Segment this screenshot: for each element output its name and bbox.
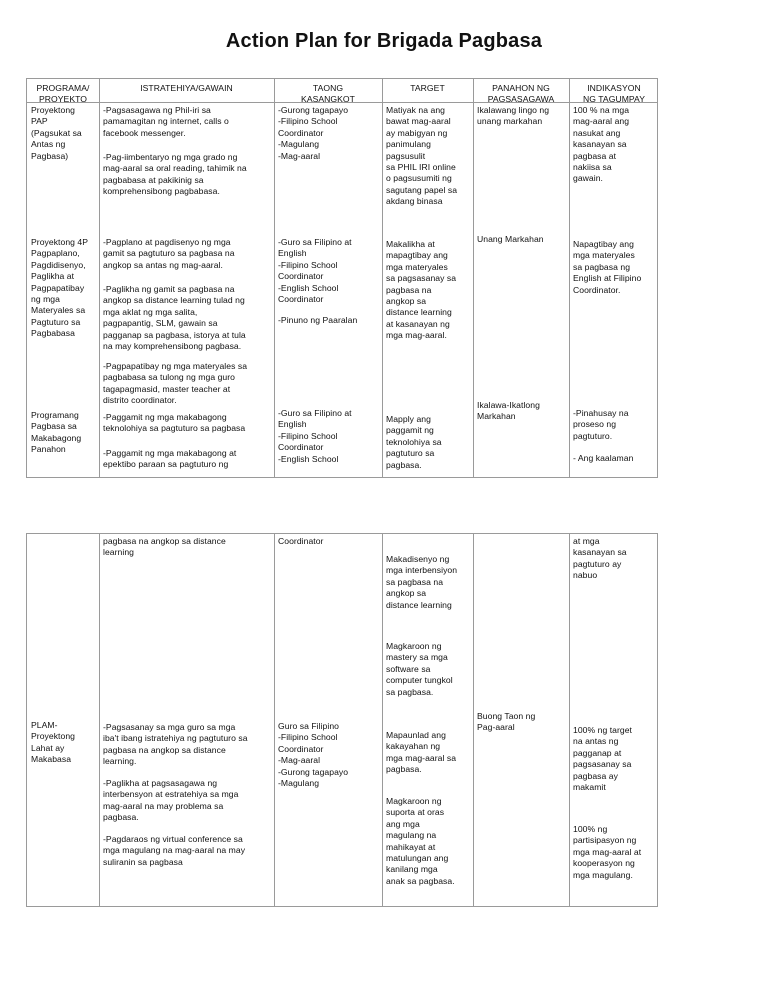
row2-taong-2: -Pinuno ng Paaralan: [278, 315, 358, 325]
header-indikasyon: INDIKASYON NG TAGUMPAY: [583, 83, 645, 105]
cont-istratehiya: pagbasa na angkop sa distance learning: [103, 536, 226, 558]
plam-indikasyon-2: 100% ng partisipasyon ng mga mag-aaral at kooperasyon ng mga magulang.: [573, 824, 642, 880]
row2-target: Makalikha at mapagtibay ang mga materyales sa pagsasanay sa pagbasa na angkop sa distance learning at kasanayan ng mga mag-aaral.: [386, 239, 457, 341]
cont-target-1: Makadisenyo ng mga interbensiyon sa pagbasa na angkop sa distance learning: [386, 554, 458, 610]
row1-programa: Proyektong PAP (Pagsukat sa Antas ng Pagbasa): [31, 105, 82, 161]
row3-programa: Programang Pagbasa sa Makabagong Panahon: [31, 410, 82, 455]
action-plan-table-page-1: [26, 78, 658, 478]
header-istratehiya: ISTRATEHIYA/GAWAIN: [140, 83, 233, 93]
plam-target-1: Mapaunlad ang kakayahan ng mga mag-aaral sa pagbasa.: [386, 730, 457, 775]
row3-istratehiya-2: -Paggamit ng mga makabagong at epektibo paraan sa pagtuturo ng: [103, 448, 237, 470]
plam-istratehiya-3: -Pagdaraos ng virtual conference sa mga magulang na mag-aaral na may suliranin sa pagbasa: [103, 834, 246, 867]
row2-istratehiya-3: -Pagpapatibay ng mga materyales sa pagbabasa sa tulong ng mga guro tagapagmasid, master teacher at distrito coordinator.: [103, 361, 248, 406]
row3-target: Mapply ang paggamit ng teknolohiya sa pagtuturo sa pagbasa.: [386, 414, 442, 470]
row2-taong-1: -Guro sa Filipino at English -Filipino School Coordinator -English School Coordinator: [278, 237, 352, 305]
cont-taong: Coordinator: [278, 536, 324, 546]
row1-istratehiya-1: -Pagsasagawa ng Phil-iri sa pamamagitan ng internet, calls o facebook messenger.: [103, 105, 229, 138]
action-plan-table-page-2: [26, 533, 658, 907]
header-programa: PROGRAMA/ PROYEKTO: [36, 83, 90, 105]
plam-istratehiya-2: -Paglikha at pagsasagawa ng interbensyon at estratehiya sa mga mag-aaral na may problema sa pagbasa.: [103, 778, 239, 823]
row2-programa: Proyektong 4P Pagpaplano, Pagdidisenyo, Paglikha at Pagpapatibay ng mga Materyales sa Pagtuturo sa Pagbabasa: [31, 237, 89, 339]
plam-indikasyon-1: 100% ng target na antas ng pagganap at pagsasanay sa pagbasa ay makamit: [573, 725, 632, 793]
row2-indikasyon: Napagtibay ang mga materyales sa pagbasa ng English at Filipino Coordinator.: [573, 239, 642, 295]
row1-indikasyon: 100 % na mga mag-aaral ang nasukat ang kasanayan sa pagbasa at nakiisa sa gawain.: [573, 105, 630, 184]
plam-taong: Guro sa Filipino -Filipino School Coordinator -Mag-aaral -Gurong tagapayo -Magulang: [278, 721, 349, 789]
row1-taong: -Gurong tagapayo -Filipino School Coordinator -Magulang -Mag-aaral: [278, 105, 349, 161]
row3-taong: -Guro sa Filipino at English -Filipino School Coordinator -English School: [278, 408, 352, 464]
row1-istratehiya-2: -Pag-iimbentaryo ng mga grado ng mag-aaral sa oral reading, tahimik na pagbabasa at pakikinig sa komprehensibong pagbabasa.: [103, 152, 247, 197]
plam-target-2: Magkaroon ng suporta at oras ang mga magulang na mahikayat at matulungan ang kanilang mga anak sa pagbasa.: [386, 796, 455, 886]
header-target: TARGET: [410, 83, 445, 93]
row3-indikasyon-2: - Ang kaalaman: [573, 453, 634, 463]
row2-istratehiya-2: -Paglikha ng gamit sa pagbasa na angkop sa distance learning tulad ng mga aklat ng mga salita, pagpapantig, SLM, gawain sa pagganap sa pagbasa, istorya at tula na may komprehensibong pagbasa.: [103, 284, 246, 352]
row3-panahon: Ikalawa-Ikatlong Markahan: [477, 400, 540, 422]
header-panahon: PANAHON NG PAGSASAGAWA: [487, 83, 555, 105]
plam-programa: PLAM- Proyektong Lahat ay Makabasa: [31, 720, 75, 765]
document-title: Action Plan for Brigada Pagbasa: [225, 30, 543, 52]
row2-panahon: Unang Markahan: [477, 234, 544, 244]
row1-panahon: Ikalawang lingo ng unang markahan: [477, 105, 550, 127]
row2-istratehiya-1: -Pagplano at pagdisenyo ng mga gamit sa pagtuturo sa pagbasa na angkop sa antas ng mag-aaral.: [103, 237, 235, 270]
row3-indikasyon-1: -Pinahusay na proseso ng pagtuturo.: [573, 408, 629, 441]
plam-istratehiya-1: -Pagsasanay sa mga guro sa mga iba't ibang istratehiya ng pagtuturo sa pagbasa na angkop sa distance learning.: [103, 722, 248, 767]
plam-panahon: Buong Taon ng Pag-aaral: [477, 711, 536, 733]
cont-target-2: Magkaroon ng mastery sa mga software sa computer tungkol sa pagbasa.: [386, 641, 453, 697]
cont-indikasyon: at mga kasanayan sa pagtuturo ay nabuo: [573, 536, 627, 581]
header-taong-kasangkot: TAONG KASANGKOT: [301, 83, 355, 105]
row3-istratehiya-1: -Paggamit ng mga makabagong teknolohiya sa pagtuturo sa pagbasa: [103, 412, 246, 434]
row1-target: Matiyak na ang bawat mag-aaral ay mabigyan ng panimulang pagsusulit sa PHIL IRI online o pagsusumiti ng sagutang papel sa akdang binasa: [386, 105, 458, 207]
